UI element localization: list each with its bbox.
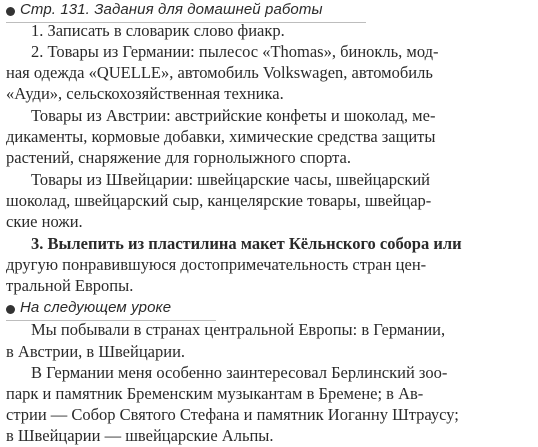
text-line: 2. Товары из Германии: пылесос «Thomas», бинокль, мод-: [31, 42, 439, 61]
text-line: Товары из Австрии: австрийские конфеты и шоколад, ме-: [31, 106, 436, 125]
bullet-icon: [6, 305, 15, 314]
bullet-icon: [6, 7, 15, 16]
text-line: другую понравившуюся достопримечательность стран цен-: [6, 255, 427, 274]
text-line: шоколад, швейцарский сыр, канцелярские товары, швейцар-: [6, 191, 432, 210]
section-heading-homework: Стр. 131. Задания для домашней работы: [20, 1, 323, 18]
text-line: дикаменты, кормовые добавки, химические средства защиты: [6, 127, 436, 146]
text-line: в Австрии, в Швейцарии.: [6, 342, 186, 361]
text-line: 1. Записать в словарик слово фиакр.: [31, 21, 285, 40]
text-line: Мы побывали в странах центральной Европы: в Германии,: [31, 320, 446, 339]
text-line: растений, снаряжение для горнолыжного спорта.: [6, 148, 351, 167]
text-line: ские ножи.: [6, 212, 83, 231]
section-heading-next-lesson: На следующем уроке: [20, 299, 172, 316]
text-line: в Швейцарии — швейцарские Альпы.: [6, 426, 274, 445]
text-line: В Германии меня особенно заинтересовал Берлинский зоо-: [31, 363, 448, 382]
text-line: 3. Вылепить из пластилина макет Кёльнского собора или: [31, 234, 462, 253]
text-line: стрии — Собор Святого Стефана и памятник Иоганну Штраусу;: [6, 405, 459, 424]
text-line: Товары из Швейцарии: швейцарские часы, швейцарский: [31, 170, 430, 189]
text-line: «Ауди», сельскохозяйственная техника.: [6, 84, 284, 103]
text-line: ная одежда «QUELLE», автомобиль Volkswagen, автомобиль: [6, 63, 433, 82]
text-line: парк и памятник Бременским музыкантам в Бремене; в Ав-: [6, 384, 424, 403]
text-line: тральной Европы.: [6, 276, 134, 295]
